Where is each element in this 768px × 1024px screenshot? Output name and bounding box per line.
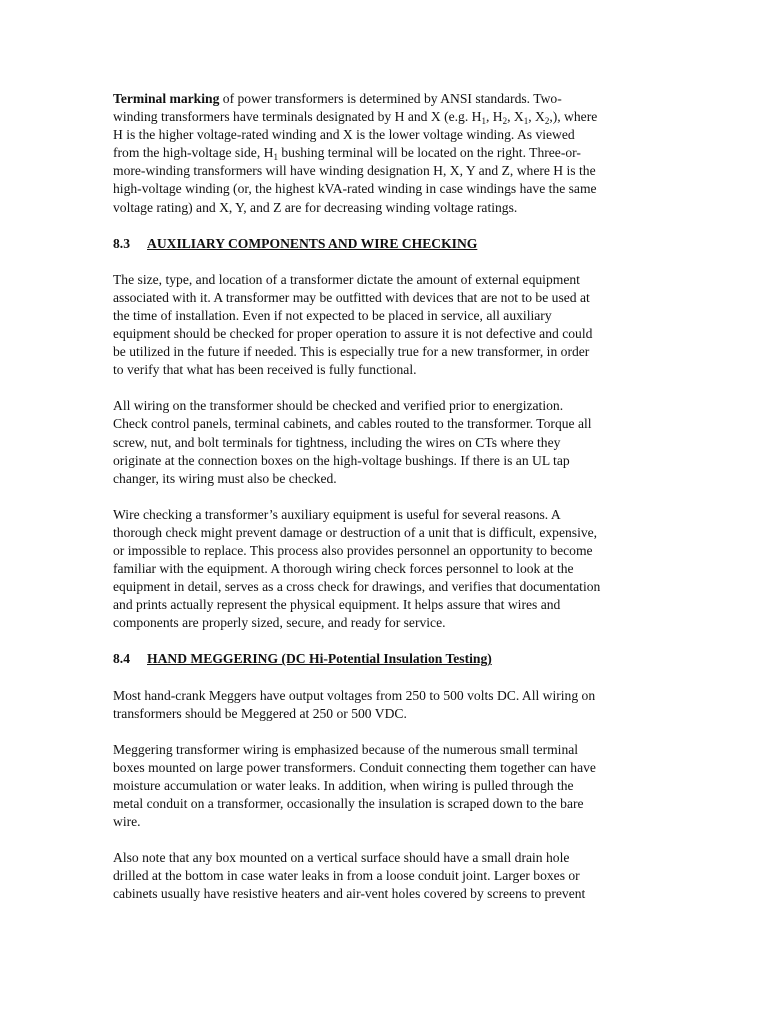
- subscript: 1: [481, 116, 486, 127]
- section-heading-8-4: [113, 650, 658, 668]
- text-line: H is the higher voltage-rated winding and X is the lower voltage winding. As viewed: [113, 127, 575, 143]
- section-number: 8.3: [113, 235, 130, 251]
- text-line: Most hand-crank Meggers have output voltages from 250 to 500 volts DC. All wiring on: [113, 687, 596, 703]
- text-run: ,), where: [549, 109, 598, 125]
- text-line: boxes mounted on large power transformers. Conduit connecting them together can have: [113, 759, 596, 775]
- text-line: Wire checking a transformer’s auxiliary equipment is useful for several reasons. A: [113, 506, 561, 522]
- text-line: [113, 90, 658, 108]
- text-line: components are properly sized, secure, and ready for service.: [113, 615, 446, 631]
- text-line: familiar with the equipment. A thorough wiring check forces personnel to look at the: [113, 561, 574, 577]
- document-page: [113, 90, 658, 921]
- text-line: The size, type, and location of a transformer dictate the amount of external equipment: [113, 271, 580, 287]
- text-run: , H: [485, 109, 503, 125]
- text-line: be utilized in the future if needed. This is especially true for a new transformer, in order: [113, 344, 590, 360]
- subscript: 2: [502, 116, 508, 127]
- text-line: [113, 108, 658, 126]
- text-run: from the high-voltage side, H: [113, 145, 274, 161]
- text-line: screw, nut, and bolt terminals for tightness, including the wires on CTs where they: [113, 434, 561, 450]
- text-line: cabinets usually have resistive heaters and air-vent holes covered by screens to prevent: [113, 886, 586, 902]
- text-line: equipment should be checked for proper operation to assure it is not defective and could: [113, 326, 593, 342]
- text-line: metal conduit on a transformer, occasionally the insulation is scraped down to the bare: [113, 796, 584, 811]
- intro-paragraph: [113, 90, 658, 217]
- section-title: HAND MEGGERING (DC Hi-Potential Insulation Testing): [147, 651, 492, 667]
- text-line: voltage rating) and X, Y, and Z are for decreasing winding voltage ratings.: [113, 199, 518, 215]
- text-line: Also note that any box mounted on a vertical surface should have a small drain hole: [113, 850, 570, 866]
- text-line: to verify that what has been received is fully functional.: [113, 362, 417, 378]
- text-line: associated with it. A transformer may be outfitted with devices that are not to be used at: [113, 289, 590, 305]
- text-line: All wiring on the transformer should be checked and verified prior to energization.: [113, 398, 564, 414]
- text-line: Check control panels, terminal cabinets, and cables routed to the transformer. Torque all: [113, 416, 592, 432]
- section-body-8-4: [113, 687, 658, 904]
- paragraph: [113, 506, 658, 633]
- subscript: 1: [523, 116, 529, 127]
- text-line: changer, its wiring must also be checked.: [113, 470, 337, 486]
- text-line: or impossible to replace. This process also provides personnel an opportunity to become: [113, 542, 593, 558]
- section-title: AUXILIARY COMPONENTS AND WIRE CHECKING: [147, 235, 478, 251]
- text-run: , X: [528, 109, 545, 125]
- paragraph: [113, 271, 658, 380]
- text-line: more-winding transformers will have winding designation H, X, Y and Z, where H is the: [113, 163, 596, 179]
- subscript: 1: [273, 152, 278, 163]
- text-line: wire.: [113, 814, 141, 830]
- section-body-8-3: [113, 271, 658, 633]
- text-line: originate at the connection boxes on the high-voltage bushings. If there is an UL tap: [113, 452, 570, 468]
- text-line: high-voltage winding (or, the highest kVA-rated winding in case windings have the same: [113, 181, 597, 197]
- text-line: transformers should be Meggered at 250 or 500 VDC.: [113, 705, 407, 721]
- text-run: , X: [507, 109, 524, 125]
- paragraph: [113, 687, 658, 723]
- paragraph: [113, 849, 658, 903]
- term-bold-lead: Terminal marking: [113, 91, 220, 106]
- text-run: of power transformers is determined by ANSI standards. Two-: [219, 91, 562, 106]
- text-run: winding transformers have terminals designated by H and X (e.g. H: [113, 109, 482, 125]
- text-line: the time of installation. Even if not expected to be placed in service, all auxiliary: [113, 307, 552, 323]
- section-number: 8.4: [113, 651, 130, 667]
- text-run: bushing terminal will be located on the right. Three-or-: [277, 145, 581, 161]
- text-line: equipment in detail, serves as a cross check for drawings, and verifies that documentation: [113, 579, 601, 595]
- text-line: [113, 144, 658, 162]
- subscript: 2: [544, 116, 550, 127]
- text-line: thorough check might prevent damage or destruction of a unit that is difficult, expensive,: [113, 524, 598, 540]
- text-line: and prints actually represent the physical equipment. It helps assure that wires and: [113, 597, 561, 613]
- paragraph: [113, 397, 658, 487]
- text-line: drilled at the bottom in case water leaks in from a loose conduit joint. Larger boxes or: [113, 868, 580, 884]
- text-line: Meggering transformer wiring is emphasized because of the numerous small terminal: [113, 741, 579, 757]
- text-line: moisture accumulation or water leaks. In addition, when wiring is pulled through the: [113, 777, 574, 793]
- paragraph: [113, 741, 658, 831]
- section-heading-8-3: [113, 235, 658, 253]
